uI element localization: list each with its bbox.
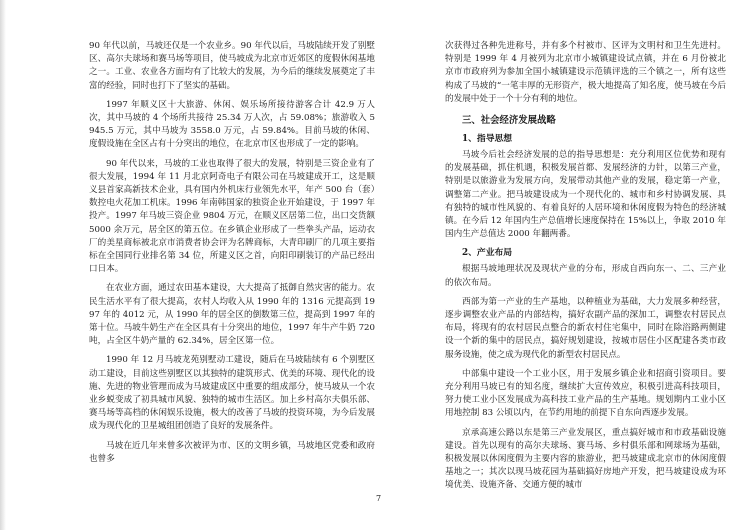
paragraph: 京承高速公路以东是第三产业发展区，重点搞好城市和市政基础设施建设。首先以现有的高尔夫球场、赛马场、乡村俱乐部和网球场为基础，积极发展以休闲度假为主要内容的旅游业，把马坡建成北京市的休闲度假基地之一；其次以现马坡花园为基础搞好房地产开发，把马坡建设成为环境优美、设施齐备、交通方便的城市 [445,427,726,491]
page-number: 7 [376,494,382,503]
paragraph: 西部为第一产业的生产基地，以种植业为基础，大力发展多种经营，逐步调整农业产品的内部结构，搞好农副产品的深加工，调整农村居民点布局，将现有的农村居民点整合的新农村住宅集中，同时在除浴路两侧建设一个新的集中的居民点，搞好规划建设，按城市居住小区配建各类市政服务设施，使之成为现代化的新型农村居民点。 [445,296,726,360]
paragraph: 马坡今后社会经济发展的总的指导思想是：充分利用区位优势和现有的发展基础，抓住机遇，积极发展首都、发展经济的力针，以第三产业，特别是以旅游业为发展方向，发展带动其他产业的发展，稳定第一产业，调整第二产业。把马坡建设成为一个现代化的、城市和乡村协调发展、具有独特的城市性风貌的、有着良好的人居环境和休闲度假为特色的经济城镇。在今后 12 年国内生产总值增长速度保持在 15%以上，争取 2010 年国内生产总值达 2000 年翻两番。 [445,150,726,240]
section-heading: 三、社会经济发展战略 [462,115,556,127]
paragraph: 90 年代以前，马坡还仅是一个农业乡。90 年代以后，马坡陆续开发了别墅区、高尔夫球场和赛马场等项目，使马坡成为北京市近郊区的度假休闲基地之一。工业、农业各方面均有了比较大的发展，为今后的继续发展奠定了丰富的经验，同时也打下了坚实的基础。 [89,41,375,91]
paragraph: 1997 年顺义区十大旅游、休闲、娱乐场所接待游客合计 42.9 万人次，其中马坡的 4 个场所共接待 25.34 万人次，占 59.08%；旅游收入 5945.5 万元，其中马坡为 3558.0 万元，占 59.84%。目前马坡的休闲、度假设施在全区占有十分突出的地位，在北京市区也形成了一定的影响。 [89,99,375,150]
subsection-heading: 1、指导思想 [462,134,513,145]
right-column [445,40,726,499]
paragraph: 根据马坡地理状况及现状产业的分布，形成自西向东一、二、三产业的依次布局。 [445,264,726,288]
subsection-heading: 2、产业布局 [462,248,513,259]
paragraph: 在农业方面，通过农田基本建设，大大提高了抵御自然灾害的能力。农民生活水平有了很大提高，农村人均收入从 1990 年的 1316 元提高到 1997 年的 4012 元，从 1990 年的居全区的倒数第三位，提高到 1997 年的第十位。马坡牛奶生产在全区具有十分突出的地位，1997 年牛产牛奶 720 吨，占全区牛奶产量的 62.34%，居全区第一位。 [89,283,375,347]
paragraph: 次获得过各种先进称号，并有多个村被市、区评为文明村和卫生先进村。特别是 1999 年 4 月被列为北京市小城镇建设试点镇，并在 6 月份被北京市市政府列为参加全国小城镇建设示范镇评选的三个镇之一，所有这些构成了马坡的“一笔丰厚的无形资产，极大地提高了知名度，使马坡在今后的发展中处于一个十分有利的地位。 [445,41,726,104]
paragraph: 马坡在近几年来曾多次被评为市、区的文明乡镇，马坡地区党委和政府也曾多 [89,440,375,464]
paragraph: 1990 年 12 月马坡龙苑别墅动工建设，随后在马坡陆续有 6 个别墅区动工建设，目前这些别墅区以其独特的建筑形式、优美的环境、现代化的设施、先进的物业管理而成为马坡建成区中重要的组成部分，使马坡从一个农业乡蜕变成了初具城市风貌、独特的城市生活区。加上乡村高尔夫俱乐部、赛马场等高档的休闲娱乐设施，极大的改善了马坡的投资环境，为今后发展成为现代化的卫星城组团创造了良好的发展条件。 [89,355,375,432]
paragraph: 中部集中建设一个工业小区，用于发展乡镇企业和招商引资项目。要充分利用马坡已有的知名度，继续扩大宣传效应，积极引进高科技项目，努力使工业小区发展成为高科技工业产品的生产基地。规划期内工业小区用地控制 83 公顷以内，在节约用地的前提下自东向西逐步发展。 [445,368,726,419]
left-column [89,40,375,472]
binding-shadow [0,0,6,530]
paragraph: 90 年代以来，马坡的工业也取得了很大的发展，特别是三资企业有了很大发展，1994 年 11 月北京阿奇电子有限公司在马坡建成开工，这是顺义县首家高新技术企业，具有国内外机床行业领先水平，年产 500 台（套）数控电火花加工机床。1996 年南韩国家的独资企业开始建设，于 1997 年投产。1997 年马坡三资企业 9804 万元，在顺义区居第二位，出口交货额 5000 余万元，居全区的第五位。在乡镇企业形成了一些拳头产品，运动衣厂的美星商标被北京市消费者协会评为名牌商标，大青印刷厂的几项主要指标在全国同行业排名第 34 位，所建义区之首，向阳印刷装订的产品已经出口日本。 [89,158,375,275]
